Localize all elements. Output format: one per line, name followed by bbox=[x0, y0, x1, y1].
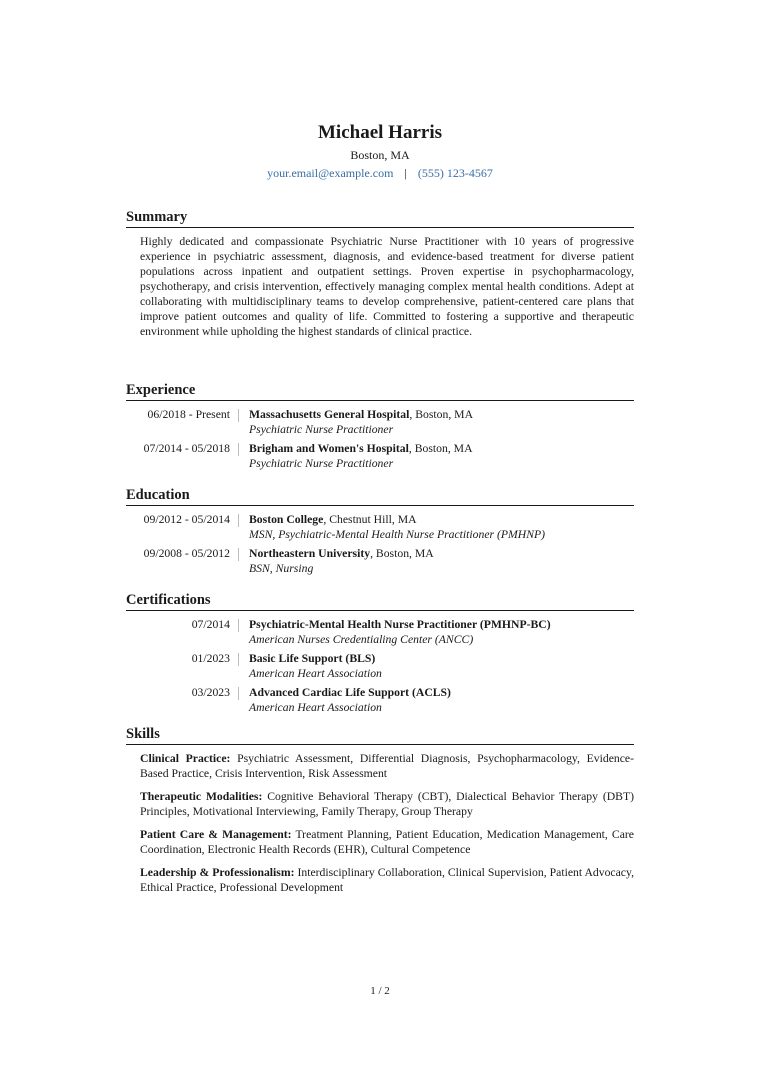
entry-body bbox=[239, 512, 545, 542]
skill-item bbox=[140, 751, 634, 781]
entry-organization: Boston College bbox=[249, 513, 324, 526]
summary-text: Highly dedicated and compassionate Psychiatric Nurse Practitioner with 10 years of progressive experience in psychiatric assessment, diagnosis, and evidence-based treatment for diverse patient populations across inpatient and outpatient settings. Proven expertise in psychopharmacology, psychotherapy, and crisis intervention, effectively managing complex mental health conditions. Adept at collaborating with multidisciplinary teams to develop comprehensive, patient-centered care plans that improve patient outcomes and quality of life. Committed to fostering a supportive and therapeutic environment while upholding the highest standards of clinical practice. bbox=[140, 235, 634, 338]
skill-text: Psychiatric Assessment, Differential Diagnosis, Psychopharmacology, Evidence-Based Practice, Crisis Intervention, Risk Assessment bbox=[140, 752, 634, 780]
entry-date: 01/2023 bbox=[191, 652, 230, 665]
skill-text: Interdisciplinary Collaboration, Clinical Supervision, Patient Advocacy, Ethical Practice, Professional Development bbox=[140, 866, 634, 894]
entry-location: , Chestnut Hill, MA bbox=[323, 513, 417, 526]
entry-organization: Northeastern University bbox=[249, 547, 371, 560]
certification-name: Advanced Cardiac Life Support (ACLS) bbox=[249, 686, 451, 699]
certification-name: Psychiatric-Mental Health Nurse Practitioner (PMHNP-BC) bbox=[249, 618, 551, 631]
skills-heading: Skills bbox=[126, 725, 634, 745]
education-entry bbox=[126, 546, 634, 576]
certifications-heading: Certifications bbox=[126, 591, 634, 611]
entry-date: 03/2023 bbox=[191, 686, 230, 699]
certifications-section bbox=[126, 591, 634, 715]
skill-category: Patient Care & Management: bbox=[140, 828, 292, 841]
resume-header bbox=[0, 122, 760, 180]
entry-role: BSN, Nursing bbox=[249, 562, 314, 575]
certification-entry bbox=[126, 651, 634, 681]
certification-name: Basic Life Support (BLS) bbox=[249, 652, 376, 665]
skill-text: Cognitive Behavioral Therapy (CBT), Dialectical Behavior Therapy (DBT) Principles, Motivational Interviewing, Family Therapy, Group Therapy bbox=[140, 790, 634, 818]
experience-heading: Experience bbox=[126, 381, 634, 401]
email-link[interactable]: your.email@example.com bbox=[267, 166, 394, 180]
certification-issuer: American Nurses Credentialing Center (ANCC) bbox=[249, 633, 474, 646]
contact-separator: | bbox=[404, 166, 407, 180]
skill-item bbox=[140, 865, 634, 895]
skill-category: Leadership & Professionalism: bbox=[140, 866, 295, 879]
skill-category: Therapeutic Modalities: bbox=[140, 790, 263, 803]
skills-section bbox=[126, 725, 634, 903]
entry-date: 07/2014 bbox=[191, 618, 230, 631]
skill-category: Clinical Practice: bbox=[140, 752, 231, 765]
skills-list bbox=[140, 751, 634, 895]
entry-body bbox=[239, 407, 473, 437]
skill-text: Treatment Planning, Patient Education, Medication Management, Care Coordination, Electronic Health Records (EHR), Cultural Competence bbox=[140, 828, 634, 856]
certification-entry bbox=[126, 617, 634, 647]
entry-body bbox=[239, 617, 551, 647]
skill-item bbox=[140, 789, 634, 819]
education-section bbox=[126, 486, 634, 576]
entry-location: , Boston, MA bbox=[370, 547, 434, 560]
summary-heading: Summary bbox=[126, 208, 634, 228]
entry-organization: Brigham and Women's Hospital bbox=[249, 442, 409, 455]
entry-date: 09/2008 - 05/2012 bbox=[143, 547, 230, 560]
entry-location: , Boston, MA bbox=[409, 408, 474, 421]
education-entry bbox=[126, 512, 634, 542]
certification-issuer: American Heart Association bbox=[249, 701, 382, 714]
entry-body bbox=[239, 685, 451, 715]
candidate-location: Boston, MA bbox=[350, 148, 410, 162]
entry-date: 07/2014 - 05/2018 bbox=[143, 442, 230, 455]
skill-item bbox=[140, 827, 634, 857]
experience-section bbox=[126, 381, 634, 471]
entry-role: Psychiatric Nurse Practitioner bbox=[249, 423, 394, 436]
candidate-name: Michael Harris bbox=[318, 122, 442, 143]
entry-body bbox=[239, 651, 382, 681]
certification-issuer: American Heart Association bbox=[249, 667, 382, 680]
experience-entry bbox=[126, 441, 634, 471]
phone-link[interactable]: (555) 123-4567 bbox=[417, 166, 493, 180]
education-heading: Education bbox=[126, 486, 634, 506]
experience-entry bbox=[126, 407, 634, 437]
entry-organization: Massachusetts General Hospital bbox=[249, 408, 410, 421]
entry-date: 06/2018 - Present bbox=[147, 408, 230, 421]
entry-location: , Boston, MA bbox=[408, 442, 473, 455]
summary-section bbox=[126, 208, 634, 339]
entry-body bbox=[239, 441, 473, 471]
page-number: 1 / 2 bbox=[370, 985, 390, 997]
contact-line bbox=[0, 166, 760, 180]
entry-role: Psychiatric Nurse Practitioner bbox=[249, 457, 394, 470]
entry-role: MSN, Psychiatric-Mental Health Nurse Practitioner (PMHNP) bbox=[249, 528, 546, 541]
certification-entry bbox=[126, 685, 634, 715]
entry-body bbox=[239, 546, 434, 576]
entry-date: 09/2012 - 05/2014 bbox=[143, 513, 230, 526]
